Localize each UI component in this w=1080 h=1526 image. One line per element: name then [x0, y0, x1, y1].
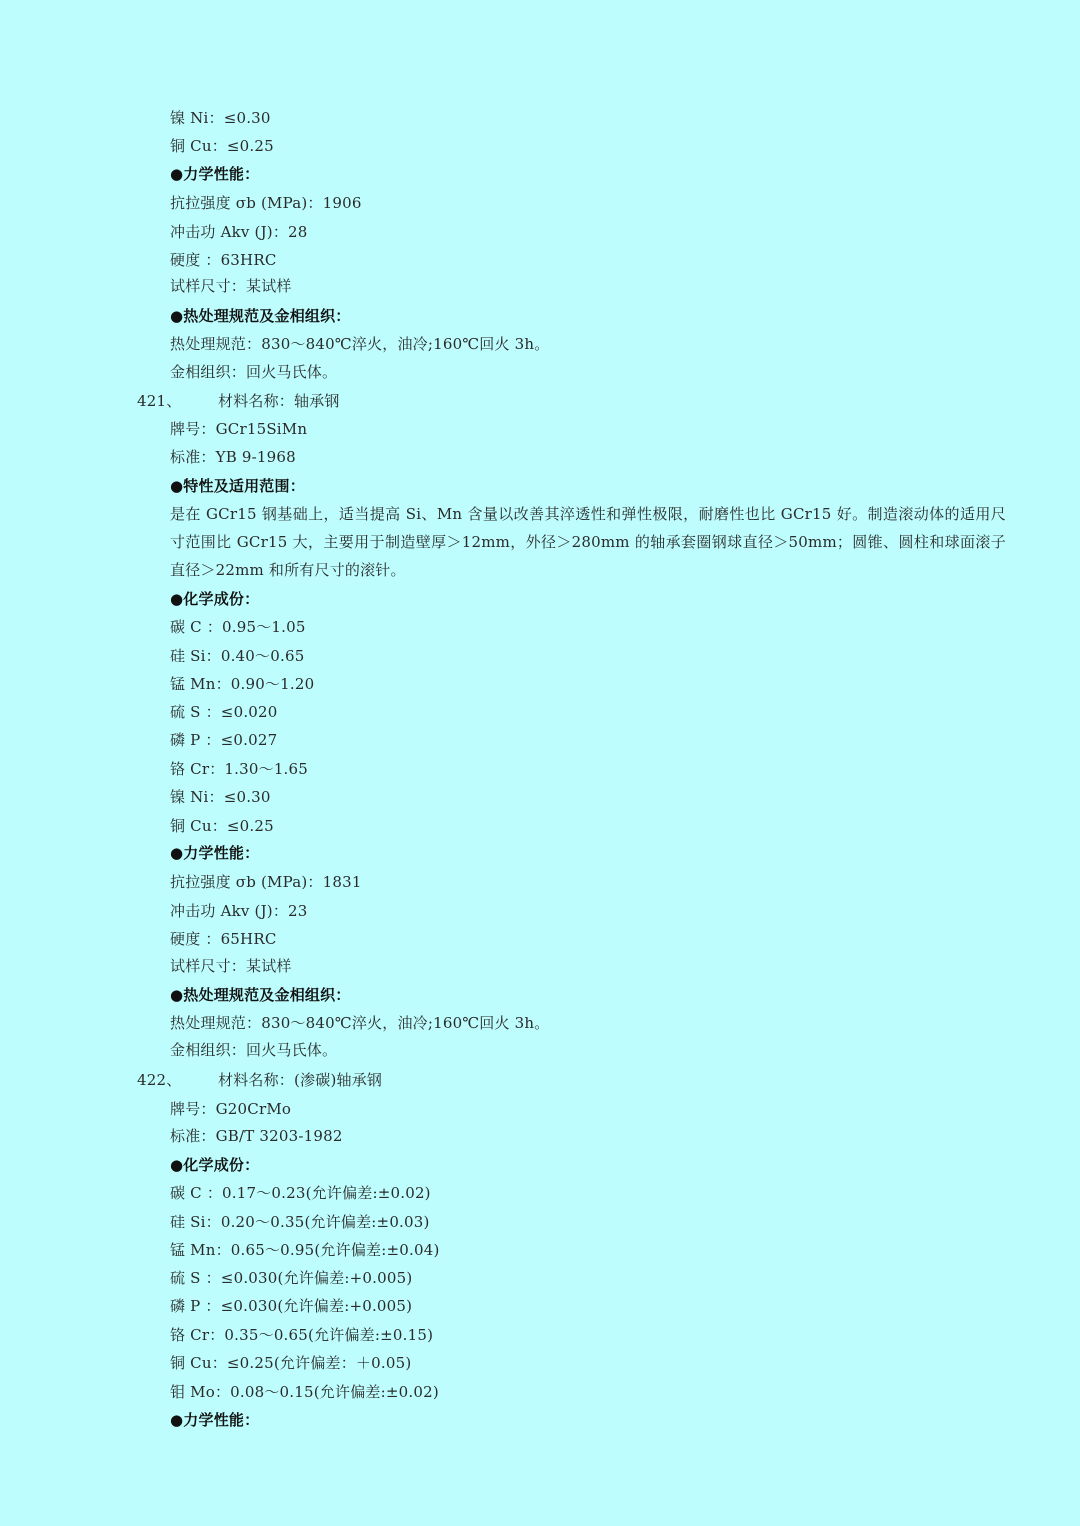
chem-ni: 镍 Ni：≤0.30: [170, 788, 271, 806]
heat-spec: 热处理规范：830～840℃淬火，油冷;160℃回火 3h。: [170, 335, 550, 353]
chem-cu: 铜 Cu：≤0.25: [170, 817, 274, 835]
heat-spec: 热处理规范：830～840℃淬火，油冷;160℃回火 3h。: [170, 1014, 550, 1032]
chem-cr: 铬 Cr：1.30～1.65: [170, 760, 309, 778]
standard: 标准：YB 9-1968: [170, 448, 296, 466]
chem-cu: 铜 Cu：≤0.25: [170, 137, 274, 155]
microstructure: 金相组织：回火马氏体。: [170, 1041, 338, 1059]
chem-s: 硫 S ：≤0.030(允许偏差:+0.005): [170, 1269, 413, 1287]
hardness: 硬度 ：63HRC: [170, 251, 277, 269]
chem-mn: 锰 Mn：0.90～1.20: [170, 675, 315, 693]
chem-cr: 铬 Cr：0.35～0.65(允许偏差:±0.15): [170, 1326, 434, 1344]
standard: 标准：GB/T 3203-1982: [170, 1127, 343, 1145]
feature-heading: ●特性及适用范围：: [170, 477, 305, 495]
sample-size: 试样尺寸：某试样: [170, 957, 292, 975]
impact-energy: 冲击功 Akv (J)：23: [170, 902, 308, 920]
item-number: 422、: [137, 1071, 182, 1089]
impact-energy: 冲击功 Akv (J)：28: [170, 223, 308, 241]
microstructure: 金相组织：回火马氏体。: [170, 363, 338, 381]
chem-c: 碳 C ：0.95～1.05: [170, 618, 306, 636]
heat-heading: ●热处理规范及金相组织：: [170, 986, 351, 1004]
sample-size: 试样尺寸：某试样: [170, 277, 292, 295]
hardness: 硬度 ：65HRC: [170, 930, 277, 948]
item-number: 421、: [137, 392, 182, 410]
chem-p: 磷 P ：≤0.027: [170, 731, 278, 749]
chem-heading: ●化学成份：: [170, 590, 260, 608]
chem-heading: ●化学成份：: [170, 1156, 260, 1174]
chem-s: 硫 S ：≤0.020: [170, 703, 278, 721]
mech-heading: ●力学性能：: [170, 844, 260, 862]
grade: 牌号：G20CrMo: [170, 1100, 292, 1118]
mech-heading: ●力学性能：: [170, 1411, 260, 1429]
chem-mn: 锰 Mn：0.65～0.95(允许偏差:±0.04): [170, 1241, 440, 1259]
tensile-strength: 抗拉强度 σb (MPa)：1831: [170, 873, 362, 891]
material-name: 材料名称：轴承钢: [218, 392, 340, 410]
chem-mo: 钼 Mo：0.08～0.15(允许偏差:±0.02): [170, 1383, 439, 1401]
chem-cu: 铜 Cu：≤0.25(允许偏差：＋0.05): [170, 1354, 412, 1372]
chem-c: 碳 C ：0.17～0.23(允许偏差:±0.02): [170, 1184, 431, 1202]
chem-ni: 镍 Ni：≤0.30: [170, 109, 271, 127]
feature-paragraph: 是在 GCr15 钢基础上，适当提高 Si、Mn 含量以改善其淬透性和弹性极限，耐磨性也比 GCr15 好。制造滚动体的适用尺寸范围比 GCr15 大，主要用于制造壁厚＞12mm，外径＞280mm 的轴承套圈钢球直径＞50mm；圆锥、圆柱和球面滚子直径＞22mm 和所有尺寸的滚针。: [170, 505, 1006, 579]
chem-si: 硅 Si：0.20～0.35(允许偏差:±0.03): [170, 1213, 430, 1231]
material-name: 材料名称：(渗碳)轴承钢: [218, 1071, 383, 1089]
heat-heading: ●热处理规范及金相组织：: [170, 307, 351, 325]
chem-p: 磷 P ：≤0.030(允许偏差:+0.005): [170, 1297, 413, 1315]
tensile-strength: 抗拉强度 σb (MPa)：1906: [170, 194, 362, 212]
chem-si: 硅 Si：0.40～0.65: [170, 647, 305, 665]
mech-heading: ●力学性能：: [170, 165, 260, 183]
grade: 牌号：GCr15SiMn: [170, 420, 308, 438]
